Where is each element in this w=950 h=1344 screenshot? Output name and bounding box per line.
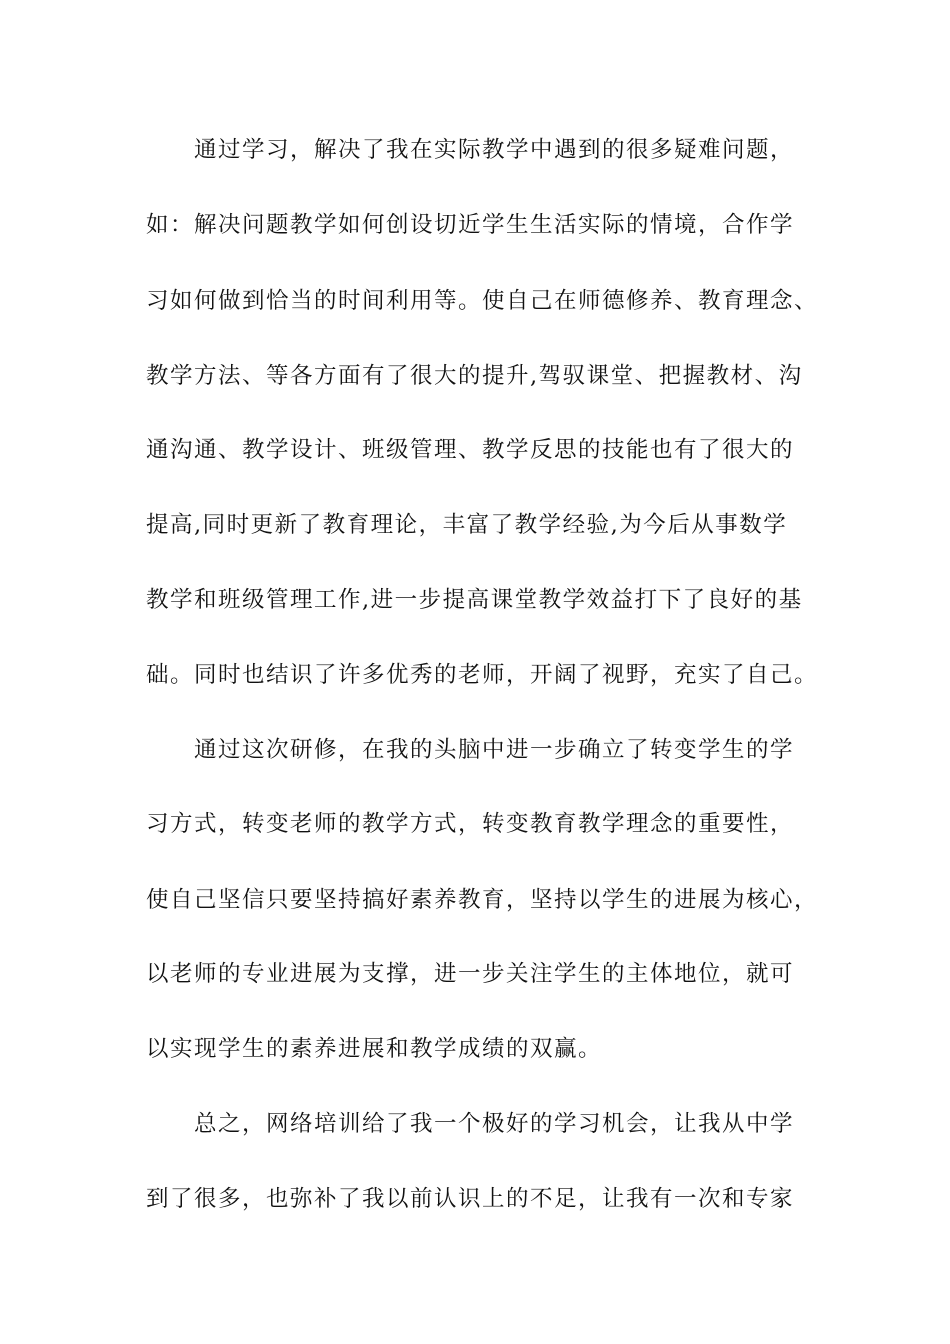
text-line: 总之，网络培训给了我一个极好的学习机会，让我从中学 [194, 1111, 795, 1137]
text-line: 以老师的专业进展为支撑，进一步关注学生的主体地位，就可 [146, 961, 795, 987]
text-line: 础。同时也结识了许多优秀的老师，开阔了视野，充实了自己。 [146, 662, 819, 688]
text-line: 以实现学生的素养进展和教学成绩的双赢。 [146, 1036, 603, 1062]
text-line: 教学和班级管理工作,进一步提高课堂教学效益打下了良好的基 [146, 587, 803, 613]
text-line: 使自己坚信只要坚持搞好素养教育，坚持以学生的进展为核心， [146, 887, 819, 913]
text-line: 教学方法、等各方面有了很大的提升,驾驭课堂、把握教材、沟 [146, 363, 803, 389]
text-line: 如：解决问题教学如何创设切近学生生活实际的情境，合作学 [146, 212, 795, 238]
text-line: 习方式，转变老师的教学方式，转变教育教学理念的重要性， [146, 811, 795, 837]
text-line: 提高,同时更新了教育理论，丰富了教学经验,为今后从事数学 [146, 512, 788, 538]
text-line: 习如何做到恰当的时间利用等。使自己在师德修养、教育理念、 [146, 288, 819, 314]
text-line: 通沟通、教学设计、班级管理、教学反思的技能也有了很大的 [146, 437, 795, 463]
text-line: 到了很多，也弥补了我以前认识上的不足，让我有一次和专家 [146, 1186, 795, 1212]
text-line: 通过学习，解决了我在实际教学中遇到的很多疑难问题， [194, 137, 795, 163]
text-line: 通过这次研修，在我的头脑中进一步确立了转变学生的学 [194, 737, 795, 763]
